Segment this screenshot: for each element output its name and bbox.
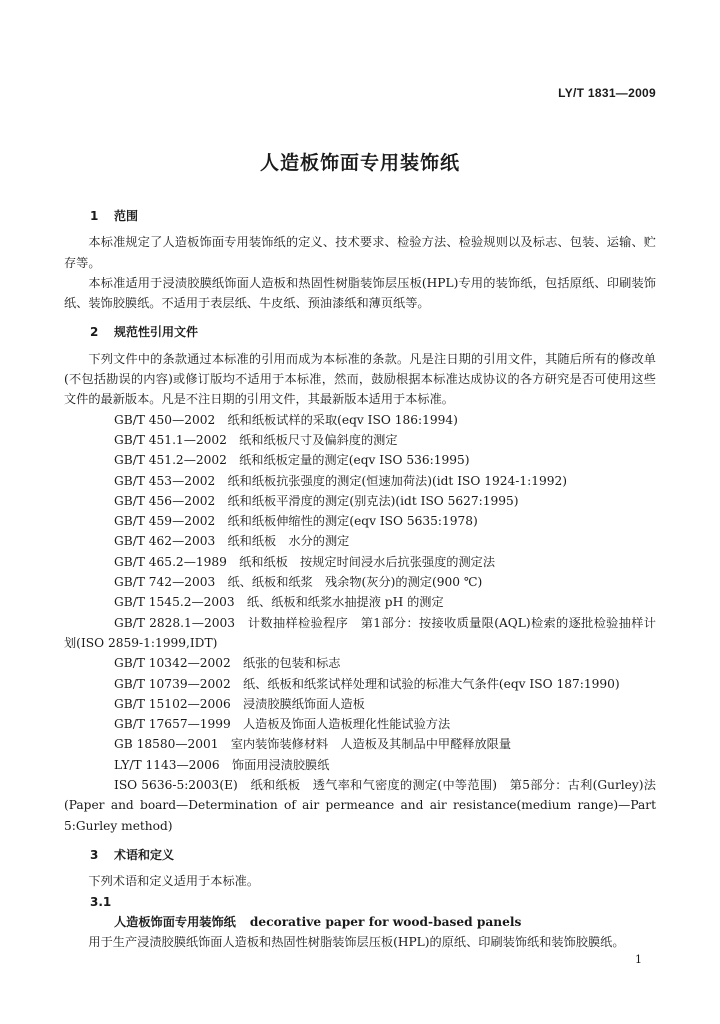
reference-item: GB/T 451.2—2002 纸和纸板定量的测定(eqv ISO 536:1995) [114,453,470,468]
reference-item: GB/T 450—2002 纸和纸板试样的采取(eqv ISO 186:1994) [114,412,458,427]
document-title: 人造板饰面专用装饰纸 [259,152,460,174]
reference-item: GB/T 453—2002 纸和纸板抗张强度的测定(恒速加荷法)(idt ISO 1924-1:1992) [114,473,567,488]
section-1-title: 范围 [114,209,139,223]
document-body [64,206,656,952]
reference-item: GB 18580—2001 室内装饰装修材料 人造板及其制品中甲醛释放限量 [114,737,512,752]
reference-item: GB/T 742—2003 纸、纸板和纸浆 残余物(灰分)的测定(900 ℃) [114,575,483,590]
section-1-paragraph-2: 本标准适用于浸渍胶膜纸饰面人造板和热固性树脂装饰层压板(HPL)专用的装饰纸，包括原纸、印刷装饰纸、装饰胶膜纸。不适用于表层纸、牛皮纸、预油漆纸和薄页纸等。 [64,275,656,311]
section-3-intro: 下列术语和定义适用于本标准。 [88,874,260,889]
term-english: decorative paper for wood-based panels [249,914,522,929]
section-3-title: 术语和定义 [114,847,175,862]
term-entry [90,912,656,932]
section-3-heading [90,845,656,865]
reference-item: GB/T 10739—2002 纸、纸板和纸浆试样处理和试验的标准大气条件(eqv ISO 187:1990) [114,676,620,691]
section-2-title: 规范性引用文件 [114,325,199,340]
reference-item-long: ISO 5636-5:2003(E) 纸和纸板 透气率和气密度的测定(中等范围) 第5部分：古利(Gurley)法(Paper and board—Determination of air permeance and air resistance(medium range)—Part 5:Gurley method) [64,778,656,833]
reference-item: GB/T 10342—2002 纸张的包装和标志 [114,656,341,671]
reference-item: GB/T 456—2002 纸和纸板平滑度的测定(别克法)(idt ISO 5627:1995) [114,493,519,508]
reference-item: LY/T 1143—2006 饰面用浸渍胶膜纸 [114,757,330,772]
term-chinese: 人造板饰面专用装饰纸 [114,914,236,929]
term-definition: 用于生产浸渍胶膜纸饰面人造板和热固性树脂装饰层压板(HPL)的原纸、印刷装饰纸和装饰胶膜纸。 [88,935,625,950]
standard-code: LY/T 1831—2009 [558,86,656,100]
section-2-intro: 下列文件中的条款通过本标准的引用而成为本标准的条款。凡是注日期的引用文件，其随后所有的修改单(不包括勘误的内容)或修订版均不适用于本标准，然而，鼓励根据本标准达成协议的各方研究是否可使用这些文件的最新版本。凡是不注日期的引用文件，其最新版本适用于本标准。 [64,351,656,407]
section-1-paragraph-1: 本标准规定了人造板饰面专用装饰纸的定义、技术要求、检验方法、检验规则以及标志、包装、运输、贮存等。 [64,235,656,270]
reference-item: GB/T 17657—1999 人造板及饰面人造板理化性能试验方法 [114,717,451,732]
reference-item: GB/T 15102—2006 浸渍胶膜纸饰面人造板 [114,696,365,711]
reference-item: GB/T 451.1—2002 纸和纸板尺寸及偏斜度的测定 [114,432,398,447]
section-1-heading [90,206,656,226]
subsection-3-1-number: 3.1 [90,894,112,909]
reference-item: GB/T 465.2—1989 纸和纸板 按规定时间浸水后抗张强度的测定法 [114,554,496,569]
reference-item: GB/T 1545.2—2003 纸、纸板和纸浆水抽提液 pH 的测定 [114,595,444,610]
section-2-number: 2 [90,325,99,340]
reference-item: GB/T 459—2002 纸和纸板伸缩性的测定(eqv ISO 5635:1978) [114,514,478,529]
page-number: 1 [635,953,642,966]
section-2-heading [90,322,656,342]
section-1-number: 1 [90,209,99,223]
reference-item-long: GB/T 2828.1—2003 计数抽样检验程序 第1部分：按接收质量限(AQL)检索的逐批检验抽样计划(ISO 2859-1:1999,IDT) [64,615,656,650]
section-3-number: 3 [90,847,99,862]
reference-item: GB/T 462—2003 纸和纸板 水分的测定 [114,534,350,549]
